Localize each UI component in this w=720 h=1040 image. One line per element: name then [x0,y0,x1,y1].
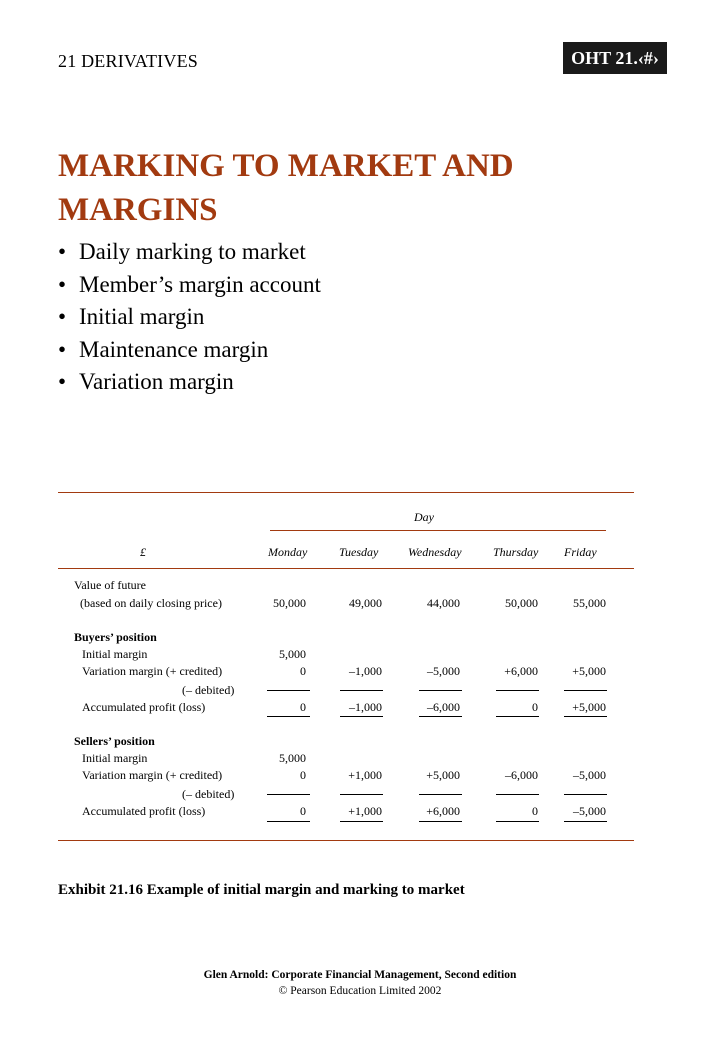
subtotal-line [340,690,383,691]
bullet-item [58,334,321,367]
header-bottom-rule [58,568,634,569]
total-line [564,716,607,717]
subtotal-line [340,794,383,795]
buyers-debited-label: (– debited) [182,683,235,697]
bullet-list [58,236,321,399]
sellers-initial-value: 5,000 [279,751,306,765]
buyers-variation-cell: +6,000 [504,664,538,678]
bullet-text: Daily marking to market [79,239,306,264]
buyers-variation-cell: –1,000 [349,664,382,678]
day-header: Day [414,510,434,524]
value-cell: 55,000 [573,596,606,610]
table-bottom-rule [58,840,634,841]
value-cell: 50,000 [273,596,306,610]
subtotal-line [496,690,539,691]
total-line [340,716,383,717]
bullet-item [58,366,321,399]
footer-copyright: © Pearson Education Limited 2002 [278,985,442,997]
table-top-rule [58,492,634,493]
sellers-accumulated-cell: +1,000 [348,804,382,818]
buyers-accumulated-cell: 0 [300,700,306,714]
day-header-friday: Friday [564,545,597,559]
subtotal-line [564,794,607,795]
footer [0,967,720,999]
buyers-heading: Buyers’ position [74,630,157,644]
total-line [496,821,539,822]
bullet-icon: • [58,369,67,394]
total-line [496,716,539,717]
sellers-accumulated-label: Accumulated profit (loss) [82,804,206,818]
value-label: Value of future [74,578,146,592]
sellers-variation-label: Variation margin (+ credited) [82,768,223,782]
total-line [267,716,310,717]
subtotal-line [564,690,607,691]
buyers-accumulated-label: Accumulated profit (loss) [82,700,206,714]
bullet-text: Variation margin [79,369,234,394]
sellers-heading: Sellers’ position [74,734,155,748]
slide-title: MARKING TO MARKET AND MARGINS [58,148,514,228]
currency-header: £ [140,545,146,559]
buyers-accumulated-cell: +5,000 [572,700,606,714]
exhibit-caption: Exhibit 21.16 Example of initial margin and marking to market [58,882,465,898]
bullet-text: Member’s margin account [79,271,321,297]
slide-number-badge: OHT 21.‹#› [563,42,667,74]
day-header-tuesday: Tuesday [339,545,379,559]
sellers-variation-cell: +1,000 [348,768,382,782]
buyers-accumulated-cell: –1,000 [349,700,382,714]
subtotal-line [419,690,462,691]
chapter-label: 21 DERIVATIVES [58,51,198,71]
total-line [564,821,607,822]
sellers-variation-cell: –5,000 [573,768,606,782]
bullet-item [58,236,321,269]
sellers-variation-cell: +5,000 [426,768,460,782]
sellers-accumulated-cell: 0 [532,804,538,818]
buyers-variation-cell: +5,000 [572,664,606,678]
margin-exhibit-table [58,488,634,844]
bullet-icon: • [58,304,67,329]
bullet-icon: • [58,336,67,362]
total-line [267,821,310,822]
sellers-variation-cell: –6,000 [505,768,538,782]
buyers-accumulated-cell: –6,000 [427,700,460,714]
sellers-variation-cell: 0 [300,768,306,782]
sellers-accumulated-cell: +6,000 [426,804,460,818]
subtotal-line [419,794,462,795]
day-header-monday: Monday [268,545,308,559]
day-header-rule [270,530,606,531]
buyers-initial-label: Initial margin [82,647,148,661]
bullet-item [58,301,321,334]
value-cell: 44,000 [427,596,460,610]
buyers-variation-cell: –5,000 [427,664,460,678]
sellers-accumulated-cell: –5,000 [573,804,606,818]
value-cell: 50,000 [505,596,538,610]
subtotal-line [496,794,539,795]
sellers-initial-label: Initial margin [82,751,148,765]
sellers-accumulated-cell: 0 [300,804,306,818]
bullet-item [58,269,321,302]
day-header-wednesday: Wednesday [408,545,462,559]
total-line [340,821,383,822]
total-line [419,821,462,822]
bullet-icon: • [58,239,67,264]
bullet-icon: • [58,271,67,297]
day-header-thursday: Thursday [493,545,539,559]
sellers-debited-label: (– debited) [182,787,235,801]
bullet-text: Maintenance margin [79,336,269,362]
subtotal-line [267,794,310,795]
bullet-text: Initial margin [79,304,205,329]
buyers-accumulated-cell: 0 [532,700,538,714]
buyers-variation-cell: 0 [300,664,306,678]
value-sublabel: (based on daily closing price) [80,596,222,610]
subtotal-line [267,690,310,691]
total-line [419,716,462,717]
buyers-initial-value: 5,000 [279,647,306,661]
buyers-variation-label: Variation margin (+ credited) [82,664,223,678]
footer-author: Glen Arnold: Corporate Financial Management, Second edition [203,969,517,981]
value-cell: 49,000 [349,596,382,610]
